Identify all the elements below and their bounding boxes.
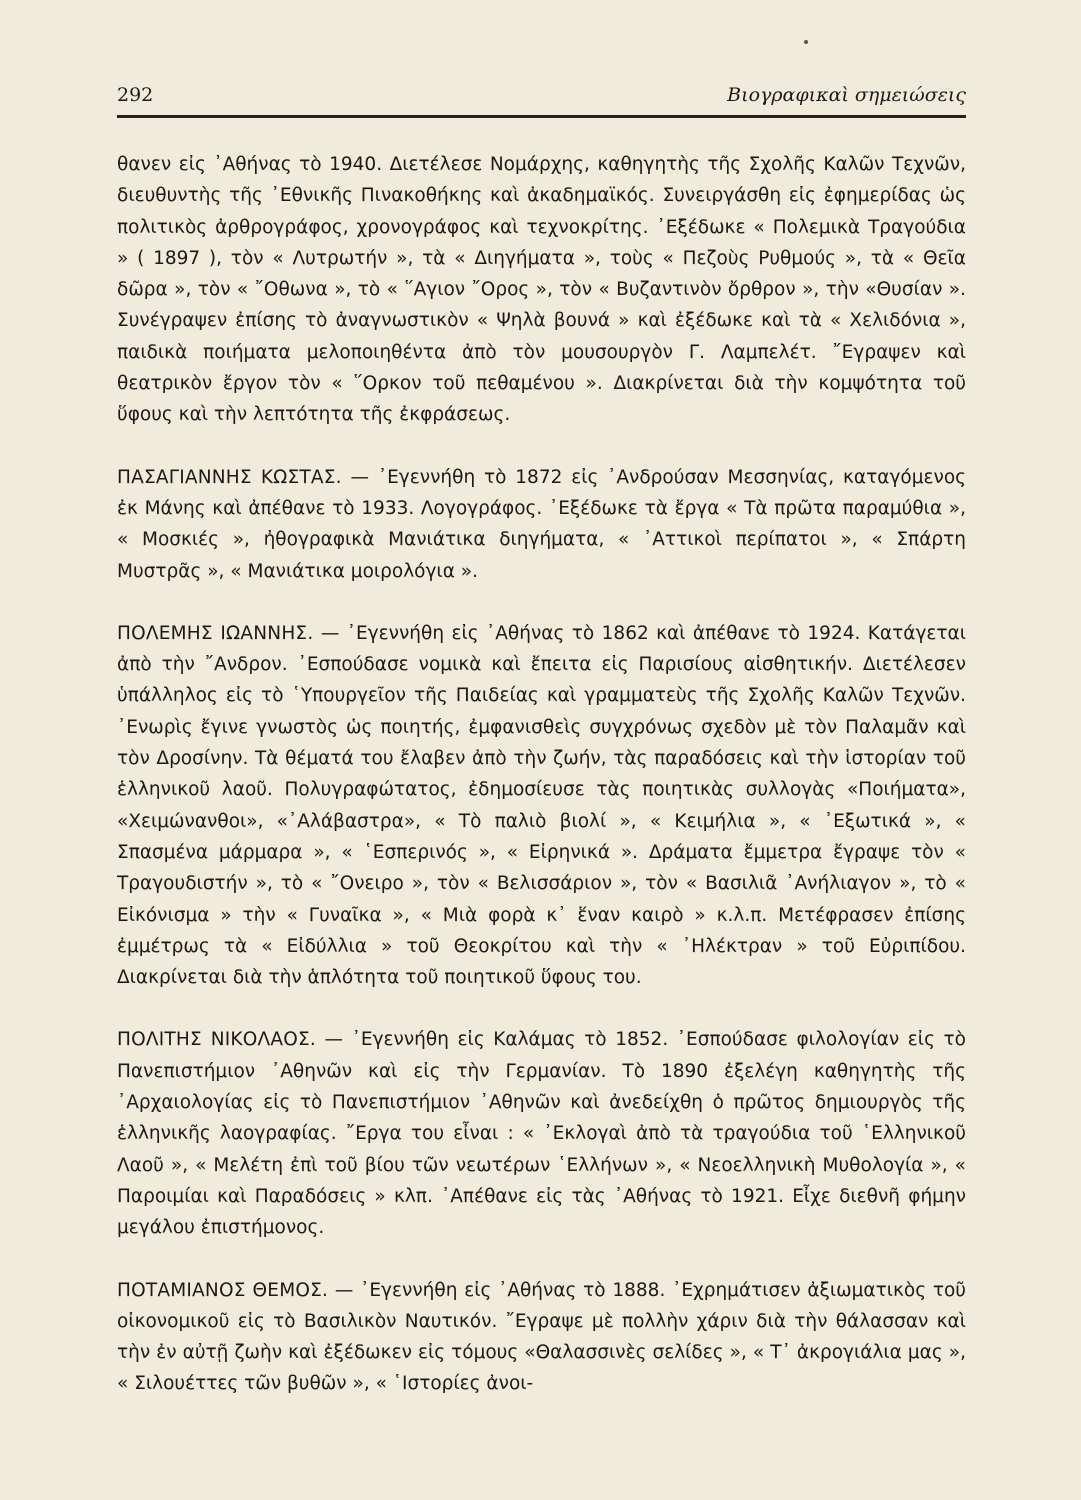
entry-name: ΠΟΛΕΜΗΣ ΙΩΑΝΝΗΣ. xyxy=(117,622,314,644)
entry-text: — ᾿Εγεννήθη εἰς ᾿Αθήνας τὸ 1888. ᾿Εχρημάτισεν ἀξιωματικὸς τοῦ οἰκονομικοῦ εἰς τὸ Βασιλικὸν Ναυτικόν. ῎Εγραψε μὲ πολλὴν χάριν διὰ τὴν θάλασσαν καὶ τὴν ἐν αὐτῇ ζωὴν καὶ ἐξέδωκεν εἰς τόμους «Θαλασσινὲς σελίδες », « Τ᾿ ἀκρογιάλια μας », « Σιλουέττες τῶν βυθῶν », « ῾Ιστορίες ἀνοι- xyxy=(117,1279,966,1395)
entry-name: ΠΟΛΙΤΗΣ ΝΙΚΟΛΑΟΣ. xyxy=(117,1029,316,1051)
body-text xyxy=(117,149,966,1400)
entry-polemis xyxy=(117,618,966,994)
page-number: 292 xyxy=(117,84,154,106)
entry-name: ΠΟΤΑΜΙΑΝΟΣ ΘΕΜΟΣ. xyxy=(117,1279,329,1301)
running-title: Βιογραφικαὶ σημειώσεις xyxy=(727,84,966,106)
entry-politis xyxy=(117,1024,966,1243)
page-header xyxy=(117,80,966,112)
entry-text: — ᾿Εγεννήθη εἰς Καλάμας τὸ 1852. ᾿Εσπούδασε φιλολογίαν εἰς τὸ Πανεπιστήμιον ᾿Αθηνῶν καὶ εἰς τὴν Γερμανίαν. Τὸ 1890 ἐξελέγη καθηγητὴς τῆς ᾿Αρχαιολογίας εἰς τὸ Πανεπιστήμιον ᾿Αθηνῶν καὶ ἀνεδείχθη ὁ πρῶτος δημιουργὸς τῆς ἑλληνικῆς λαογραφίας. ῎Εργα του εἶναι : « ᾿Εκλογαὶ ἀπὸ τὰ τραγούδια τοῦ ῾Ελληνικοῦ Λαοῦ », « Μελέτη ἐπὶ τοῦ βίου τῶν νεωτέρων ῾Ελλήνων », « Νεοελληνικὴ Μυθολογία », « Παροιμίαι καὶ Παραδόσεις » κλπ. ᾿Απέθανε εἰς τὰς ᾿Αθήνας τὸ 1921. Εἶχε διεθνῆ φήμην μεγάλου ἐπιστήμονος. xyxy=(117,1029,966,1239)
entry-name: ΠΑΣΑΓΙΑΝΝΗΣ ΚΩΣΤΑΣ. xyxy=(117,466,342,488)
continuation-paragraph: θανεν εἰς ᾿Αθήνας τὸ 1940. Διετέλεσε Νομάρχης, καθηγητὴς τῆς Σχολῆς Καλῶν Τεχνῶν, διευθυντὴς τῆς ᾿Εθνικῆς Πινακοθήκης καὶ ἀκαδημαϊκός. Συνειργάσθη εἰς ἐφημερίδας ὡς πολιτικὸς ἀρθρογράφος, χρονογράφος καὶ τεχνοκρίτης. ᾿Εξέδωκε « Πολεμικὰ Τραγούδια » ( 1897 ), τὸν « Λυτρωτήν », τὰ « Διηγήματα », τοὺς « Πεζοὺς Ρυθμούς », τὰ « Θεῖα δῶρα », τὸν « ῎Οθωνα », τὸ « ῞Αγιον ῎Ορος », τὸν « Βυζαντινὸν ὄρθρον », τὴν «Θυσίαν ». Συνέγραψεν ἐπίσης τὸ ἀναγνωστικὸν « Ψηλὰ βουνά » καὶ ἐξέδωκε καὶ τὰ « Χελιδόνια », παιδικὰ ποιήματα μελοποιηθέντα ἀπὸ τὸν μουσουργὸν Γ. Λαμπελέτ. ῎Εγραψεν καὶ θεατρικὸν ἔργον τὸν « ῞Ορκον τοῦ πεθαμένου ». Διακρίνεται διὰ τὴν κομψότητα τοῦ ὕφους καὶ τὴν λεπτότητα τῆς ἐκφράσεως. xyxy=(117,154,966,426)
entry-potamianos xyxy=(117,1275,966,1400)
ink-spot xyxy=(804,40,808,44)
header-rule xyxy=(117,115,966,118)
entry-pasagiannis xyxy=(117,462,966,587)
entry-text: — ᾿Εγεννήθη τὸ 1872 εἰς ᾿Ανδρούσαν Μεσσηνίας, καταγόμενος ἐκ Μάνης καὶ ἀπέθανε τὸ 1933. Λογογράφος. ᾿Εξέδωκε τὰ ἔργα « Τὰ πρῶτα παραμύθια », « Μοσκιές », ἠθογραφικὰ Μανιάτικα διηγήματα, « ᾿Αττικοὶ περίπατοι », « Σπάρτη Μυστρᾶς », « Μανιάτικα μοιρολόγια ». xyxy=(117,466,966,582)
entry-text: — ᾿Εγεννήθη εἰς ᾿Αθήνας τὸ 1862 καὶ ἀπέθανε τὸ 1924. Κατάγεται ἀπὸ τὴν ῎Ανδρον. ᾿Εσπούδασε νομικὰ καὶ ἔπειτα εἰς Παρισίους αἰσθητικήν. Διετέλεσεν ὑπάλληλος εἰς τὸ ῾Υπουργεῖον τῆς Παιδείας καὶ γραμματεὺς τῆς Σχολῆς Καλῶν Τεχνῶν. ᾿Ενωρὶς ἔγινε γνωστὸς ὡς ποιητής, ἐμφανισθεὶς συγχρόνως σχεδὸν μὲ τὸν Παλαμᾶν καὶ τὸν Δροσίνην. Τὰ θέματά του ἔλαβεν ἀπὸ τὴν ζωήν, τὰς παραδόσεις καὶ τὴν ἱστορίαν τοῦ ἑλληνικοῦ λαοῦ. Πολυγραφώτατος, ἐδημοσίευσε τὰς ποιητικὰς συλλογὰς «Ποιήματα», «Χειμώνανθοι», «᾿Αλάβαστρα», « Τὸ παλιὸ βιολί », « Κειμήλια », « ᾿Εξωτικά », « Σπασμένα μάρμαρα », « ῾Εσπερινός », « Εἰρηνικά ». Δράματα ἔμμετρα ἔγραψε τὸν « Τραγουδιστήν », τὸ « ῎Ονειρο », τὸν « Βελισσάριον », τὸν « Βασιλιᾶ ᾿Ανήλιαγον », τὸ « Εἰκόνισμα » τὴν « Γυναῖκα », « Μιὰ φορὰ κ᾿ ἕναν καιρὸ » κ.λ.π. Μετέφρασεν ἐπίσης ἐμμέτρως τὰ « Εἰδύλλια » τοῦ Θεοκρίτου καὶ τὴν « ᾿Ηλέκτραν » τοῦ Εὐριπίδου. Διακρίνεται διὰ τὴν ἁπλότητα τοῦ ποιητικοῦ ὕφους του. xyxy=(117,622,966,989)
